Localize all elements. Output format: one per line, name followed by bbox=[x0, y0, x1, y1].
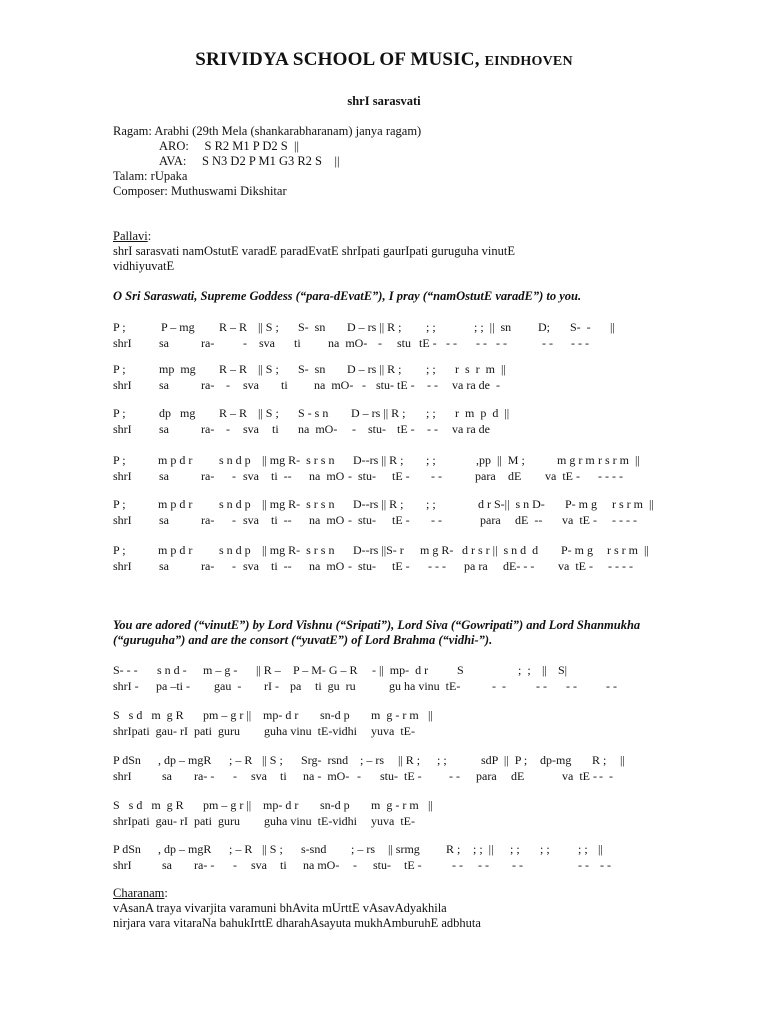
lyric-cell: na mO- bbox=[314, 378, 354, 392]
lyric-cell: - - bbox=[449, 769, 460, 783]
lyric-cell: sa bbox=[159, 336, 169, 350]
lyric-cell: para bbox=[475, 469, 496, 483]
arohanam-line: ARO: S R2 M1 P D2 S || bbox=[159, 139, 299, 153]
swara-cell: || S ; bbox=[258, 320, 279, 334]
swara-cell: || mg R- s r s n bbox=[262, 497, 335, 511]
lyric-cell: stu- bbox=[368, 422, 386, 436]
swara-cell: ; ; bbox=[426, 497, 436, 511]
pallavi-heading-text: Pallavi bbox=[113, 229, 148, 243]
lyric-cell: ti -- bbox=[271, 513, 292, 527]
swara-cell: ; – R bbox=[229, 842, 253, 856]
lyric-cell: - stu- bbox=[348, 513, 376, 527]
swara-cell: - || mp- d r bbox=[372, 663, 429, 677]
lyric-cell: ra- - bbox=[194, 769, 215, 783]
notation-row-3 bbox=[0, 406, 768, 436]
lyric-cell: tE - bbox=[397, 378, 415, 392]
swara-cell: s n d p bbox=[219, 497, 251, 511]
notation-row-4 bbox=[0, 453, 768, 483]
lyric-cell: tE - bbox=[404, 858, 422, 872]
lyric-cell: - - bbox=[606, 679, 617, 693]
swara-cell: sn-d p bbox=[320, 708, 350, 722]
swara-cell: mp- d r bbox=[263, 798, 299, 812]
lyric-cell: - - bbox=[427, 422, 438, 436]
swara-cell: D--rs || R ; bbox=[353, 453, 404, 467]
swara-cell: P ; bbox=[113, 320, 126, 334]
swara-cell: D – rs || R ; bbox=[347, 320, 402, 334]
swara-cell: || bbox=[598, 842, 603, 856]
lyric-cell: tE - bbox=[404, 769, 422, 783]
lyric-cell: - bbox=[233, 769, 237, 783]
lyric-cell: shrI bbox=[113, 378, 132, 392]
swara-cell: m g R- bbox=[420, 543, 454, 557]
lyric-cell: ti -- bbox=[271, 559, 292, 573]
swara-cell: D--rs ||S- r bbox=[353, 543, 404, 557]
lyric-cell: rI - bbox=[264, 679, 279, 693]
swara-cell: || S ; bbox=[262, 753, 283, 767]
school-name: SRIVIDYA SCHOOL OF MUSIC, bbox=[195, 49, 485, 70]
lyric-cell: na - mO- bbox=[303, 769, 350, 783]
lyric-cell: stu- bbox=[373, 858, 391, 872]
swara-cell: sn-d p bbox=[320, 798, 350, 812]
lyric-cell: ra- bbox=[201, 513, 215, 527]
swara-cell: , dp – mgR bbox=[158, 842, 212, 856]
lyric-cell: na mO bbox=[309, 559, 345, 573]
pallavi-heading bbox=[113, 229, 151, 243]
lyric-cell: ti bbox=[294, 336, 301, 350]
pallavi-lyrics-line-1: shrI sarasvati namOstutE varadE paradEvatE shrIpati gaurIpati guruguha vinutE bbox=[113, 244, 515, 258]
lyric-cell: - - bbox=[512, 858, 523, 872]
lyric-cell: - bbox=[362, 378, 366, 392]
lyric-cell: - - bbox=[536, 679, 547, 693]
lyric-cell: para bbox=[480, 513, 501, 527]
swara-cell: P ; bbox=[113, 406, 126, 420]
swara-cell: pm – g r || bbox=[203, 798, 252, 812]
lyric-cell: - - bbox=[427, 378, 438, 392]
swara-cell: m g - r m bbox=[371, 708, 419, 722]
lyric-cell: va tE - bbox=[562, 769, 597, 783]
lyric-cell: shrIpati gau- rI pati guru bbox=[113, 724, 240, 738]
swara-cell: s n d p bbox=[219, 453, 251, 467]
swara-cell: || S ; bbox=[258, 362, 279, 376]
lyric-cell: - - bbox=[431, 469, 442, 483]
swara-cell: d r s r || s n d d bbox=[462, 543, 539, 557]
lyric-cell: - - - - bbox=[608, 559, 633, 573]
swara-cell: S bbox=[457, 663, 464, 677]
lyric-cell: guha vinu tE-vidhi bbox=[264, 814, 357, 828]
lyric-cell: pa ra bbox=[464, 559, 488, 573]
swara-cell: || mg R- s r s n bbox=[262, 543, 335, 557]
swara-cell: sdP || P ; bbox=[481, 753, 528, 767]
lyric-cell: shrI bbox=[113, 422, 132, 436]
swara-cell: dp-mg bbox=[540, 753, 572, 767]
lyric-cell: pa bbox=[290, 679, 302, 693]
swara-cell: || bbox=[610, 320, 615, 334]
swara-cell: ; ; || bbox=[473, 842, 494, 856]
swara-cell: D--rs || R ; bbox=[353, 497, 404, 511]
lyric-cell: - - bbox=[542, 336, 553, 350]
lyric-cell: tE - bbox=[392, 559, 410, 573]
notation-row-9 bbox=[0, 753, 768, 783]
swara-cell: Srg- rsnd bbox=[301, 753, 349, 767]
lyric-cell: - bbox=[226, 378, 230, 392]
lyric-cell: - bbox=[378, 336, 382, 350]
lyric-cell: ti bbox=[281, 378, 288, 392]
swara-cell: ; – rs bbox=[360, 753, 384, 767]
swara-cell: S| bbox=[558, 663, 568, 677]
lyric-cell: ra- bbox=[201, 378, 215, 392]
lyric-cell: dE bbox=[508, 469, 522, 483]
lyric-cell: sa bbox=[159, 469, 169, 483]
lyric-cell: - - - - bbox=[476, 336, 507, 350]
lyric-cell: va tE - bbox=[562, 513, 597, 527]
charanam-lyrics-line-1: vAsanA traya vivarjita varamuni bhAvita mUrttE vAsavAdyakhila bbox=[113, 901, 447, 915]
lyric-cell: ti bbox=[280, 858, 287, 872]
swara-cell: P- m g bbox=[565, 497, 598, 511]
swara-cell: P – M- G – R bbox=[293, 663, 358, 677]
lyric-cell: sa bbox=[162, 858, 172, 872]
lyric-cell: tE - bbox=[392, 513, 410, 527]
avarohanam-line: AVA: S N3 D2 P M1 G3 R2 S || bbox=[159, 154, 340, 168]
lyric-cell: ti bbox=[272, 422, 279, 436]
swara-cell: S s d m g R bbox=[113, 708, 184, 722]
lyric-cell: - - bbox=[566, 679, 577, 693]
swara-cell: D – rs || R ; bbox=[351, 406, 406, 420]
lyric-cell: - - - - bbox=[612, 513, 637, 527]
lyric-cell: gu ha vinu tE- bbox=[389, 679, 461, 693]
lyric-cell: va tE - bbox=[545, 469, 580, 483]
swara-cell: r s r m || bbox=[607, 543, 649, 557]
lyric-cell: sva bbox=[243, 559, 259, 573]
school-title bbox=[0, 49, 768, 71]
lyric-cell: - bbox=[233, 858, 237, 872]
notation-row-10 bbox=[0, 798, 768, 828]
section-translation-line-2: (“guruguha”) and are the consort (“yuvatE”) of Lord Brahma (“vidhi-”). bbox=[113, 633, 493, 647]
song-title: shrI sarasvati bbox=[347, 94, 421, 108]
lyric-cell: dE -- bbox=[515, 513, 543, 527]
swara-cell: P dSn bbox=[113, 753, 141, 767]
lyric-cell: - bbox=[353, 858, 357, 872]
swara-cell: r s r m || bbox=[598, 453, 640, 467]
swara-cell: R – R bbox=[219, 406, 248, 420]
lyric-cell: sa bbox=[162, 769, 172, 783]
swara-cell: D; bbox=[538, 320, 550, 334]
swara-cell: P ; bbox=[113, 497, 126, 511]
lyric-cell: shrI bbox=[113, 336, 132, 350]
lyric-cell: ra- bbox=[201, 469, 215, 483]
lyric-cell: - - bbox=[446, 336, 457, 350]
swara-cell: R – R bbox=[219, 362, 248, 376]
swara-cell: d r S-|| s n D- bbox=[478, 497, 545, 511]
swara-cell: , dp – mgR bbox=[158, 753, 212, 767]
swara-cell: || bbox=[542, 663, 547, 677]
notation-row-11 bbox=[0, 842, 768, 872]
lyric-cell: shrI - bbox=[113, 679, 139, 693]
swara-cell: ; ; bbox=[518, 663, 531, 677]
swara-cell: ,pp || M ; bbox=[476, 453, 525, 467]
lyric-cell: - stu- bbox=[348, 559, 376, 573]
lyric-cell: stu bbox=[397, 336, 412, 350]
lyric-cell: - bbox=[357, 769, 361, 783]
swara-cell: ; ; bbox=[426, 453, 436, 467]
lyric-cell: - - bbox=[599, 769, 613, 783]
lyric-cell: tE - bbox=[392, 469, 410, 483]
lyric-cell: - - bbox=[431, 513, 442, 527]
lyric-cell: stu- bbox=[376, 378, 394, 392]
ragam-line: Ragam: Arabhi (29th Mela (shankarabharanam) janya ragam) bbox=[113, 124, 422, 138]
charanam-lyrics-line-2: nirjara vara vitaraNa bahukIrttE dharahAsayuta mukhAmburuhE adbhuta bbox=[113, 916, 481, 930]
swara-cell: ; – R bbox=[229, 753, 253, 767]
swara-cell: ; ; bbox=[540, 842, 550, 856]
swara-cell: m g r m bbox=[557, 453, 595, 467]
swara-cell: || S ; bbox=[262, 842, 283, 856]
swara-cell: || S ; bbox=[258, 406, 279, 420]
lyric-cell: ti bbox=[280, 769, 287, 783]
swara-cell: S- sn bbox=[298, 320, 326, 334]
swara-cell: m g - r m bbox=[371, 798, 419, 812]
lyric-cell: - bbox=[226, 422, 230, 436]
lyric-cell: - - - bbox=[571, 336, 589, 350]
lyric-cell: - bbox=[243, 336, 247, 350]
lyric-cell: - - - bbox=[428, 559, 446, 573]
charanam-heading bbox=[113, 886, 168, 900]
pallavi-translation: O Sri Saraswati, Supreme Goddess (“para-dEvatE”), I pray (“namOstutE varadE”) to you. bbox=[113, 289, 582, 303]
swara-cell: D – rs || R ; bbox=[347, 362, 402, 376]
swara-cell: ; ; bbox=[426, 362, 436, 376]
swara-cell: || R ; bbox=[398, 753, 421, 767]
lyric-cell: shrI bbox=[113, 559, 132, 573]
swara-cell: P ; bbox=[113, 453, 126, 467]
lyric-cell: va ra de - bbox=[452, 378, 500, 392]
charanam-heading-text: Charanam bbox=[113, 886, 165, 900]
lyric-cell: - stu- bbox=[348, 469, 376, 483]
lyric-cell: ti -- bbox=[271, 469, 292, 483]
lyric-cell: - bbox=[352, 422, 356, 436]
lyric-cell: ra- bbox=[201, 336, 215, 350]
lyric-cell: sva bbox=[251, 769, 267, 783]
lyric-cell: - - bbox=[578, 858, 589, 872]
pallavi-lyrics-line-2: vidhiyuvatE bbox=[113, 259, 175, 273]
lyric-cell: ra- - bbox=[194, 858, 215, 872]
swara-cell: R – R bbox=[219, 320, 248, 334]
swara-cell: S- - - bbox=[113, 663, 138, 677]
lyric-cell: gau - bbox=[214, 679, 242, 693]
lyric-cell: - bbox=[232, 559, 236, 573]
swara-cell: r m p d || bbox=[455, 406, 510, 420]
lyric-cell: sa bbox=[159, 378, 169, 392]
swara-cell: S - s n bbox=[298, 406, 329, 420]
lyric-cell: guha vinu tE-vidhi bbox=[264, 724, 357, 738]
swara-cell: s-snd bbox=[301, 842, 327, 856]
talam-line: Talam: rUpaka bbox=[113, 169, 188, 183]
lyric-cell: stu- bbox=[380, 769, 398, 783]
swara-cell: S s d m g R bbox=[113, 798, 184, 812]
lyric-cell: na mO- bbox=[328, 336, 368, 350]
lyric-cell: shrI bbox=[113, 469, 132, 483]
lyric-cell: sa bbox=[159, 559, 169, 573]
lyric-cell: - - - - bbox=[598, 469, 623, 483]
lyric-cell: shrIpati gau- rI pati guru bbox=[113, 814, 240, 828]
lyric-cell: yuva tE- bbox=[371, 814, 415, 828]
swara-cell: m p d r bbox=[158, 453, 193, 467]
swara-cell: r s r m || bbox=[612, 497, 654, 511]
lyric-cell: shrI bbox=[113, 769, 132, 783]
notation-row-7 bbox=[0, 663, 768, 693]
swara-cell: dp mg bbox=[159, 406, 196, 420]
notation-row-8 bbox=[0, 708, 768, 738]
notation-row-5 bbox=[0, 497, 768, 527]
swara-cell: || bbox=[620, 753, 625, 767]
lyric-cell: sva bbox=[243, 422, 259, 436]
section-translation-line-1: You are adored (“vinutE”) by Lord Vishnu (“Sripati”), Lord Siva (“Gowripati”) and Lord Shanmukha bbox=[113, 618, 641, 632]
lyric-cell: va tE - bbox=[558, 559, 593, 573]
swara-cell: || mg R- s r s n bbox=[262, 453, 335, 467]
lyric-cell: sa bbox=[159, 513, 169, 527]
lyric-cell: - - bbox=[492, 679, 506, 693]
swara-cell: || R – bbox=[256, 663, 281, 677]
lyric-cell: sva bbox=[251, 858, 267, 872]
lyric-cell: - bbox=[232, 513, 236, 527]
lyric-cell: na mO- bbox=[298, 422, 338, 436]
lyric-cell: va ra de bbox=[452, 422, 490, 436]
notation-row-1 bbox=[0, 320, 768, 350]
lyric-cell: - bbox=[232, 469, 236, 483]
lyric-cell: na mO- bbox=[303, 858, 340, 872]
lyric-cell: yuva tE- bbox=[371, 724, 415, 738]
lyric-cell: dE- - - bbox=[503, 559, 535, 573]
swara-cell: r s r m || bbox=[455, 362, 506, 376]
swara-cell: P ; bbox=[113, 543, 126, 557]
swara-cell: R ; bbox=[446, 842, 461, 856]
lyric-cell: na mO bbox=[309, 513, 345, 527]
lyric-cell: sva bbox=[243, 513, 259, 527]
lyric-cell: sa bbox=[159, 422, 169, 436]
lyric-cell: shrI bbox=[113, 858, 132, 872]
lyric-cell: na mO bbox=[309, 469, 345, 483]
lyric-cell: ra- bbox=[201, 422, 215, 436]
notation-row-2 bbox=[0, 362, 768, 392]
swara-cell: ; ; bbox=[578, 842, 588, 856]
swara-cell: S- - bbox=[570, 320, 591, 334]
swara-cell: P dSn bbox=[113, 842, 141, 856]
lyric-cell: ra- bbox=[201, 559, 215, 573]
lyric-cell: - - bbox=[600, 858, 611, 872]
swara-cell: ; ; || sn bbox=[474, 320, 512, 334]
swara-cell: m p d r bbox=[158, 497, 193, 511]
lyric-cell: pa –ti - bbox=[156, 679, 190, 693]
swara-cell: || bbox=[428, 798, 433, 812]
lyric-cell: sva bbox=[259, 336, 275, 350]
swara-cell: ; ; bbox=[426, 320, 436, 334]
lyric-cell: ti gu ru bbox=[315, 679, 356, 693]
lyric-cell: tE - bbox=[397, 422, 415, 436]
charanam-heading-colon: : bbox=[164, 886, 168, 900]
pallavi-heading-colon: : bbox=[147, 229, 152, 243]
swara-cell: ; ; bbox=[510, 842, 520, 856]
swara-cell: s n d - bbox=[157, 663, 187, 677]
swara-cell: || srmg bbox=[388, 842, 420, 856]
lyric-cell: sva bbox=[243, 469, 259, 483]
composer-line: Composer: Muthuswami Dikshitar bbox=[113, 184, 287, 198]
lyric-cell: dE bbox=[511, 769, 525, 783]
school-city: EINDHOVEN bbox=[484, 54, 573, 69]
swara-cell: mp- d r bbox=[263, 708, 299, 722]
swara-cell: ; – rs bbox=[351, 842, 375, 856]
swara-cell: ; ; bbox=[437, 753, 447, 767]
swara-cell: P – mg bbox=[161, 320, 195, 334]
notation-row-6 bbox=[0, 543, 768, 573]
swara-cell: || bbox=[428, 708, 433, 722]
swara-cell: s n d p bbox=[219, 543, 251, 557]
swara-cell: mp mg bbox=[159, 362, 196, 376]
swara-cell: S- sn bbox=[298, 362, 326, 376]
lyric-cell: shrI bbox=[113, 513, 132, 527]
swara-cell: P ; bbox=[113, 362, 126, 376]
swara-cell: m p d r bbox=[158, 543, 193, 557]
lyric-cell: tE - bbox=[419, 336, 437, 350]
swara-cell: R ; bbox=[592, 753, 607, 767]
lyric-cell: para bbox=[476, 769, 497, 783]
swara-cell: m – g - bbox=[203, 663, 238, 677]
swara-cell: P- m g bbox=[561, 543, 594, 557]
swara-cell: ; ; bbox=[426, 406, 436, 420]
lyric-cell: - - bbox=[452, 858, 463, 872]
lyric-cell: sva bbox=[243, 378, 259, 392]
lyric-cell: - - bbox=[478, 858, 489, 872]
swara-cell: pm – g r || bbox=[203, 708, 252, 722]
